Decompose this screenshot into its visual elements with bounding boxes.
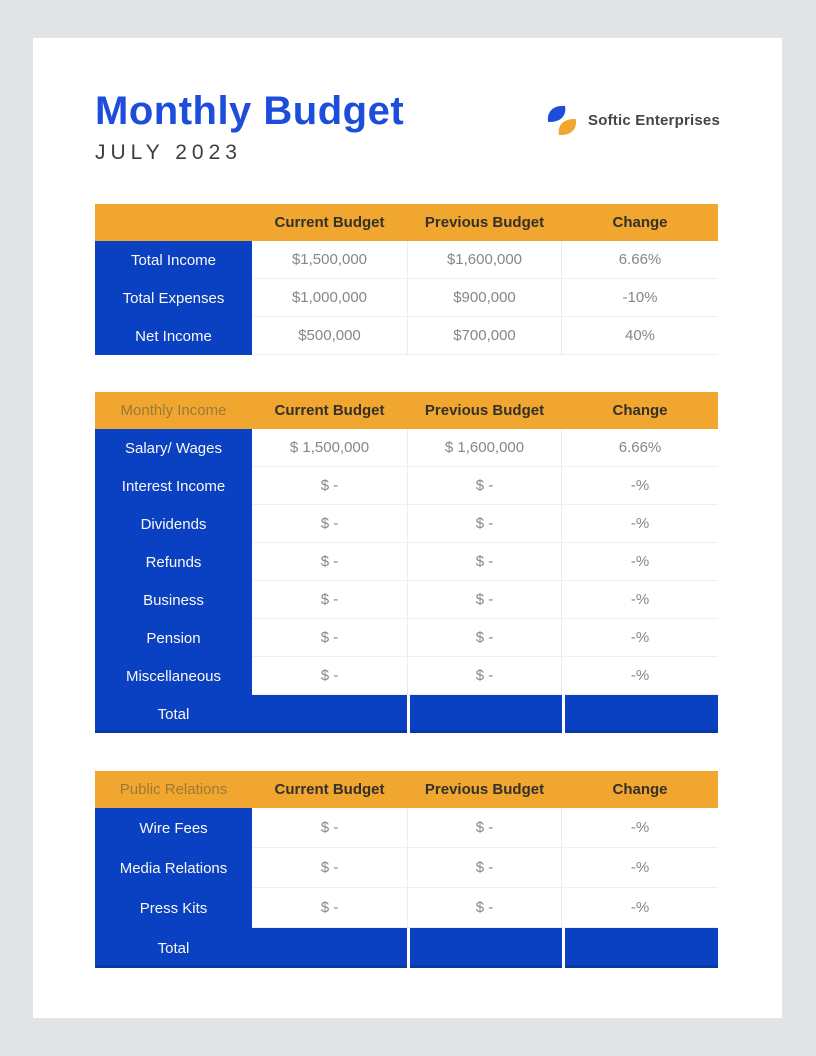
row-label: Net Income <box>95 317 252 355</box>
change-value: -% <box>562 657 718 695</box>
page-subtitle: JULY 2023 <box>95 141 242 164</box>
previous-budget-value: $ - <box>407 848 562 888</box>
change-value: -% <box>562 848 718 888</box>
previous-budget-value: $ - <box>407 657 562 695</box>
current-budget-value: $ - <box>252 581 407 619</box>
previous-budget-value: $1,600,000 <box>407 241 562 279</box>
row-label: Wire Fees <box>95 808 252 848</box>
change-value: -% <box>562 467 718 505</box>
previous-budget-value: $ - <box>407 467 562 505</box>
row-label: Refunds <box>95 543 252 581</box>
title-block <box>95 88 404 166</box>
column-header-current-budget: Current Budget <box>252 204 407 241</box>
previous-budget-value: $900,000 <box>407 279 562 317</box>
public-relations-table <box>95 771 718 968</box>
total-previous-budget-cell <box>407 695 562 733</box>
document-header <box>95 88 720 166</box>
logo-leaf-yellow-icon <box>559 119 576 135</box>
row-label: Press Kits <box>95 888 252 928</box>
column-header-previous-budget: Previous Budget <box>407 771 562 808</box>
change-value: -% <box>562 581 718 619</box>
current-budget-value: $ - <box>252 467 407 505</box>
change-value: -% <box>562 619 718 657</box>
column-header-previous-budget: Previous Budget <box>407 204 562 241</box>
change-value: 6.66% <box>562 241 718 279</box>
previous-budget-value: $ 1,600,000 <box>407 429 562 467</box>
row-label: Media Relations <box>95 848 252 888</box>
total-label: Total <box>95 928 252 968</box>
change-value: -% <box>562 505 718 543</box>
column-header-current-budget: Current Budget <box>252 392 407 429</box>
row-label: Salary/ Wages <box>95 429 252 467</box>
previous-budget-value: $ - <box>407 581 562 619</box>
previous-budget-value: $ - <box>407 543 562 581</box>
row-label: Total Income <box>95 241 252 279</box>
company-logo-icon <box>545 104 579 137</box>
current-budget-value: $ - <box>252 888 407 928</box>
previous-budget-value: $ - <box>407 808 562 848</box>
header-corner-cell: Public Relations <box>95 771 252 808</box>
row-label: Dividends <box>95 505 252 543</box>
row-label: Total Expenses <box>95 279 252 317</box>
column-header-previous-budget: Previous Budget <box>407 392 562 429</box>
change-value: -10% <box>562 279 718 317</box>
page-title: Monthly Budget <box>95 89 405 133</box>
brand-name: Softic Enterprises <box>588 112 720 129</box>
column-header-change: Change <box>562 392 718 429</box>
budget-document-page <box>33 38 782 1018</box>
column-header-current-budget: Current Budget <box>252 771 407 808</box>
column-header-change: Change <box>562 771 718 808</box>
current-budget-value: $ - <box>252 543 407 581</box>
row-label: Interest Income <box>95 467 252 505</box>
current-budget-value: $ - <box>252 808 407 848</box>
current-budget-value: $1,000,000 <box>252 279 407 317</box>
previous-budget-value: $ - <box>407 888 562 928</box>
change-value: 6.66% <box>562 429 718 467</box>
previous-budget-value: $ - <box>407 619 562 657</box>
previous-budget-value: $700,000 <box>407 317 562 355</box>
change-value: -% <box>562 808 718 848</box>
brand-block <box>545 104 720 137</box>
current-budget-value: $ - <box>252 848 407 888</box>
row-label: Business <box>95 581 252 619</box>
total-current-budget-cell <box>252 928 407 968</box>
summary-table <box>95 204 718 355</box>
total-change-cell <box>562 928 718 968</box>
row-label: Pension <box>95 619 252 657</box>
logo-leaf-blue-icon <box>548 106 565 122</box>
change-value: -% <box>562 543 718 581</box>
total-previous-budget-cell <box>407 928 562 968</box>
change-value: -% <box>562 888 718 928</box>
total-label: Total <box>95 695 252 733</box>
current-budget-value: $ 1,500,000 <box>252 429 407 467</box>
total-change-cell <box>562 695 718 733</box>
current-budget-value: $1,500,000 <box>252 241 407 279</box>
header-corner-cell <box>95 204 252 241</box>
current-budget-value: $ - <box>252 657 407 695</box>
current-budget-value: $ - <box>252 505 407 543</box>
previous-budget-value: $ - <box>407 505 562 543</box>
current-budget-value: $500,000 <box>252 317 407 355</box>
monthly-income-table <box>95 392 718 733</box>
row-label: Miscellaneous <box>95 657 252 695</box>
total-current-budget-cell <box>252 695 407 733</box>
header-corner-cell: Monthly Income <box>95 392 252 429</box>
change-value: 40% <box>562 317 718 355</box>
column-header-change: Change <box>562 204 718 241</box>
current-budget-value: $ - <box>252 619 407 657</box>
